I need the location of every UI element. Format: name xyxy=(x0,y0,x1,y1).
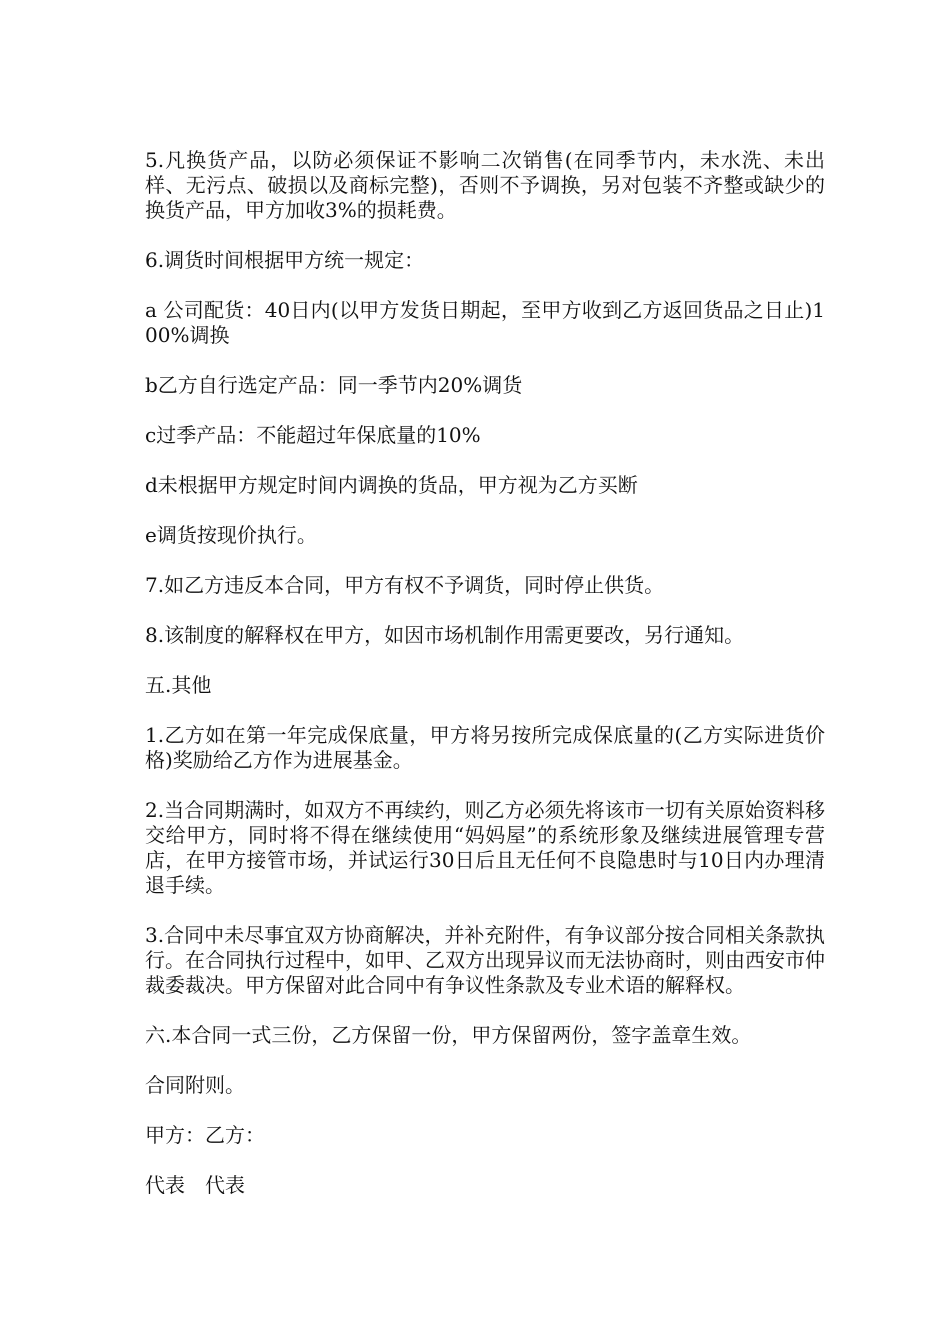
clause-6e-current-price: e调货按现价执行。 xyxy=(145,523,317,547)
contract-appendix: 合同附则。 xyxy=(145,1073,245,1097)
other-clause-1: 1.乙方如在第一年完成保底量，甲方将另按所完成保底量的(乙方实际进货价格)奖励给乙方作为进展基金。 xyxy=(145,723,825,772)
clause-6c-off-season: c过季产品：不能超过年保底量的10% xyxy=(145,423,481,447)
other-clause-2: 2.当合同期满时，如双方不再续约，则乙方必须先将该市一切有关原始资料移交给甲方，同时将不得在继续使用“妈妈屋”的系统形象及继续进展管理专营店，在甲方接管市场，并试运行30日后且无任何不良隐患时与10日内办理清退手续。 xyxy=(145,798,825,897)
representative-signature-line: 代表 代表 xyxy=(145,1173,245,1197)
party-signature-line: 甲方：乙方： xyxy=(145,1123,265,1147)
clause-6b-self-selected: b乙方自行选定产品：同一季节内20%调货 xyxy=(145,373,523,397)
clause-6d-buyout: d未根据甲方规定时间内调换的货品，甲方视为乙方买断 xyxy=(145,473,638,497)
clause-8-interpretation: 8.该制度的解释权在甲方，如因市场机制作用需更要改，另行通知。 xyxy=(145,623,745,647)
clause-5-exchange-conditions: 5.凡换货产品，以防必须保证不影响二次销售(在同季节内，未水洗、未出样、无污点、破损以及商标完整)，否则不予调换，另对包装不齐整或缺少的换货产品，甲方加收3%的损耗费。 xyxy=(145,148,825,222)
section-6-copies: 六.本合同一式三份，乙方保留一份，甲方保留两份，签字盖章生效。 xyxy=(145,1023,752,1047)
clause-6-transfer-time: 6.调货时间根据甲方统一规定： xyxy=(145,248,425,272)
other-clause-3: 3.合同中未尽事宜双方协商解决，并补充附件，有争议部分按合同相关条款执行。在合同执行过程中，如甲、乙双方出现异议而无法协商时，则由西安市仲裁委裁决。甲方保留对此合同中有争议性条款及专业术语的解释权。 xyxy=(145,923,825,997)
section-5-heading: 五.其他 xyxy=(145,673,212,697)
clause-7-breach: 7.如乙方违反本合同，甲方有权不予调货，同时停止供货。 xyxy=(145,573,665,597)
document-body xyxy=(145,148,825,1223)
clause-6a-company-allocation: a 公司配货：40日内(以甲方发货日期起，至甲方收到乙方返回货品之日止)100%调换 xyxy=(145,298,825,347)
